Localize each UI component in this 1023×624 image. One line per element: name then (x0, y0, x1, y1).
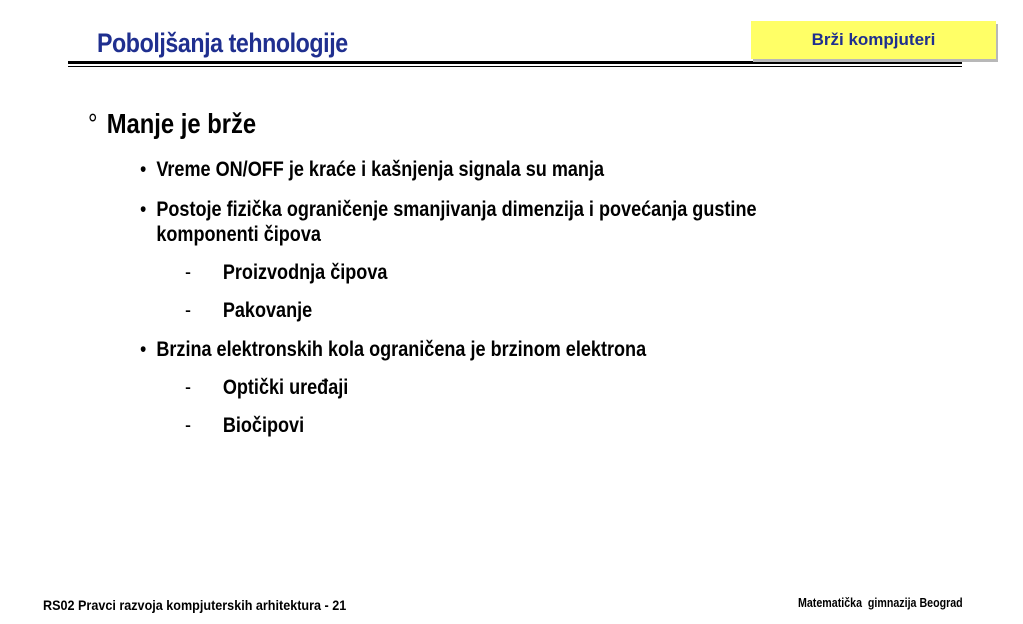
title-rule-thin (68, 66, 962, 67)
slide-title: Poboljšanja tehnologije (97, 28, 348, 58)
heading-bullet (88, 108, 256, 140)
footer-slide-info: RS02 Pravci razvoja kompjuterskih arhitektura - 21 (43, 597, 347, 613)
title-rule-thick (68, 61, 962, 64)
heading-text: Manje je brže (106, 108, 257, 139)
bullet-dot-icon: • (140, 158, 147, 181)
sub-bullet-text: Pakovanje (222, 299, 313, 322)
bullet-text: Brzina elektronskih kola ograničena je brzinom elektrona (156, 338, 647, 361)
bullet-dot-icon: • (140, 338, 147, 361)
footer-school: Matematička gimnazija Beograd (798, 595, 963, 610)
dash-icon: - (185, 261, 192, 284)
dash-icon: - (185, 414, 192, 437)
bullet-dot-icon: • (140, 198, 147, 221)
degree-bullet-icon: ° (88, 108, 98, 139)
sub-bullet-text: Optički uređaji (222, 376, 349, 399)
dash-icon: - (185, 376, 192, 399)
bullet-text-line2: komponenti čipova (156, 223, 321, 246)
topic-badge: Brži kompjuteri (751, 21, 996, 59)
sub-bullet-text: Biočipovi (222, 414, 305, 437)
sub-bullet-text: Proizvodnja čipova (222, 261, 388, 284)
bullet-text-line1: Postoje fizička ograničenje smanjivanja dimenzija i povećanja gustine (156, 198, 757, 221)
dash-icon: - (185, 299, 192, 322)
bullet-text: Vreme ON/OFF je kraće i kašnjenja signala su manja (156, 158, 605, 181)
